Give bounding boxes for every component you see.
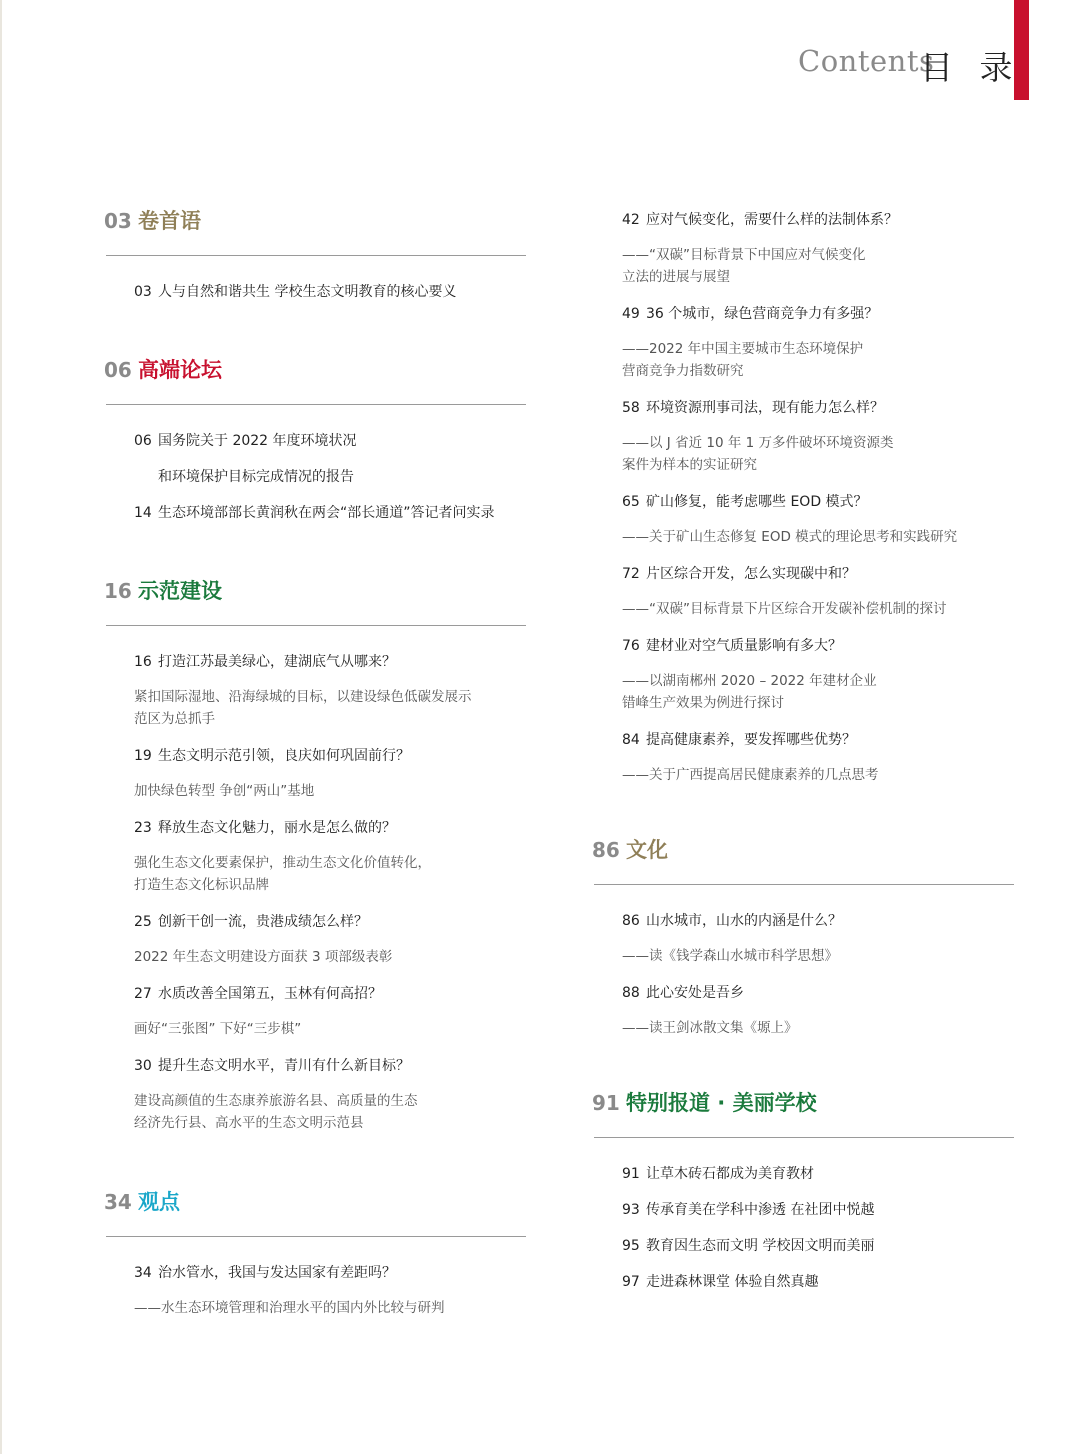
entry-title[interactable] xyxy=(134,1263,526,1283)
entry-subtitle: ——“双碳”目标背景下中国应对气候变化 xyxy=(622,247,866,263)
section-divider xyxy=(106,1236,526,1237)
entry-subtitle: ——“双碳”目标背景下片区综合开发碳补偿机制的探讨 xyxy=(622,601,947,617)
right-column xyxy=(592,210,1017,1292)
toc-section xyxy=(104,575,526,1134)
entry-title-text: 建材业对空气质量影响有多大？ xyxy=(646,638,842,654)
entry-page-number: 03 xyxy=(134,284,152,300)
section-title: 示范建设 xyxy=(138,579,222,603)
entry-title-text: 提升生态文明水平，青川有什么新目标？ xyxy=(158,1058,410,1074)
entry-title-text: 释放生态文化魅力，丽水是怎么做的？ xyxy=(158,820,396,836)
entry-subtitle-line2: 范区为总抓手 xyxy=(134,711,215,727)
toc-entry[interactable] xyxy=(134,1056,526,1134)
entry-title-text: 山水城市，山水的内涵是什么？ xyxy=(646,913,842,929)
section-header xyxy=(104,205,526,241)
toc-entry[interactable] xyxy=(134,746,526,802)
entry-title-text: 环境资源刑事司法，现有能力怎么样？ xyxy=(646,400,884,416)
entry-subtitle: ——关于广西提高居民健康素养的几点思考 xyxy=(622,767,879,783)
toc-entry[interactable] xyxy=(622,1200,1017,1220)
toc-entry[interactable] xyxy=(622,564,1017,620)
entry-subtitle: 紧扣国际湿地、沿海绿城的目标，以建设绿色低碳发展示 xyxy=(134,689,472,705)
section-number: 34 xyxy=(104,1190,132,1214)
entry-title[interactable] xyxy=(622,304,1017,324)
toc-section xyxy=(104,1186,526,1319)
section-header xyxy=(592,1087,1017,1123)
section-header xyxy=(104,1186,526,1222)
entry-subtitle: 2022 年生态文明建设方面获 3 项部级表彰 xyxy=(134,949,393,965)
entry-subtitle: 强化生态文化要素保护，推动生态文化价值转化， xyxy=(134,855,431,871)
toc-entry[interactable] xyxy=(134,984,526,1040)
entry-title[interactable] xyxy=(134,912,526,932)
section-header xyxy=(104,575,526,611)
toc-entry[interactable] xyxy=(622,1164,1017,1184)
entry-subtitle-line2: 经济先行县、高水平的生态文明示范县 xyxy=(134,1115,364,1131)
entry-list xyxy=(104,652,526,1134)
entry-title[interactable] xyxy=(622,492,1017,512)
entry-title[interactable] xyxy=(622,1272,1017,1292)
entry-title[interactable] xyxy=(622,1164,1017,1184)
entry-subtitle: ——2022 年中国主要城市生态环境保护 xyxy=(622,341,864,357)
section-number: 06 xyxy=(104,358,132,382)
entry-list xyxy=(592,1164,1017,1292)
section-divider xyxy=(106,404,526,405)
entry-title-text: 36 个城市，绿色营商竞争力有多强？ xyxy=(646,306,879,322)
entry-title[interactable] xyxy=(622,398,1017,418)
entry-subtitle: ——读王剑冰散文集《塬上》 xyxy=(622,1020,798,1036)
entry-subtitle: ——关于矿山生态修复 EOD 模式的理论思考和实践研究 xyxy=(622,529,958,545)
entry-page-number: 23 xyxy=(134,820,152,836)
toc-entry[interactable] xyxy=(134,1263,526,1319)
entry-subtitle-line2: 打造生态文化标识品牌 xyxy=(134,877,269,893)
entry-page-number: 27 xyxy=(134,986,152,1002)
toc-entry[interactable] xyxy=(134,652,526,730)
entry-title-text: 此心安处是吾乡 xyxy=(646,985,744,1001)
entry-title[interactable] xyxy=(134,818,526,838)
entry-page-number: 34 xyxy=(134,1265,152,1281)
toc-entry[interactable] xyxy=(622,983,1017,1039)
entry-list xyxy=(104,282,526,302)
contents-heading-cn: 目 录 xyxy=(920,48,1021,87)
toc-section xyxy=(104,354,526,523)
section-title: 文化 xyxy=(626,838,668,862)
entry-title[interactable] xyxy=(622,636,1017,656)
entry-title-text: 人与自然和谐共生 学校生态文明教育的核心要义 xyxy=(158,284,457,300)
entry-page-number: 91 xyxy=(622,1166,640,1182)
toc-entry[interactable] xyxy=(134,503,526,523)
section-divider xyxy=(594,1137,1014,1138)
entry-title-text: 传承育美在学科中渗透 在社团中悦越 xyxy=(646,1202,875,1218)
section-divider xyxy=(106,255,526,256)
entry-title-continued: 和环境保护目标完成情况的报告 xyxy=(158,469,354,485)
entry-subtitle: ——水生态环境管理和治理水平的国内外比较与研判 xyxy=(134,1300,445,1316)
entry-page-number: 97 xyxy=(622,1274,640,1290)
section-title: 高端论坛 xyxy=(138,358,222,382)
toc-section xyxy=(592,834,1017,1039)
toc-section xyxy=(592,1087,1017,1292)
entry-page-number: 49 xyxy=(622,306,640,322)
toc-entry[interactable] xyxy=(622,210,1017,288)
entry-title-text: 提高健康素养，要发挥哪些优势？ xyxy=(646,732,856,748)
entry-list xyxy=(104,431,526,523)
entry-title-text: 治水管水，我国与发达国家有差距吗？ xyxy=(158,1265,396,1281)
toc-entry[interactable] xyxy=(134,818,526,896)
contents-heading-en: Contents xyxy=(798,44,935,78)
section-divider xyxy=(106,625,526,626)
toc-entry[interactable] xyxy=(622,1236,1017,1256)
section-number: 03 xyxy=(104,209,132,233)
entry-title[interactable] xyxy=(134,503,526,523)
entry-title-text: 教育因生态而文明 学校因文明而美丽 xyxy=(646,1238,875,1254)
entry-page-number: 93 xyxy=(622,1202,640,1218)
section-number: 91 xyxy=(592,1091,620,1115)
section-title: 观点 xyxy=(138,1190,180,1214)
entry-title-text: 创新干创一流，贵港成绩怎么样？ xyxy=(158,914,368,930)
entry-subtitle: 建设高颜值的生态康养旅游名县、高质量的生态 xyxy=(134,1093,418,1109)
entry-subtitle: ——读《钱学森山水城市科学思想》 xyxy=(622,948,838,964)
section-title: 卷首语 xyxy=(138,209,201,233)
toc-entry[interactable] xyxy=(622,911,1017,967)
entry-title-text: 矿山修复，能考虑哪些 EOD 模式？ xyxy=(646,494,868,510)
entry-title[interactable] xyxy=(622,730,1017,750)
section-title: 特别报道 · 美丽学校 xyxy=(626,1091,817,1115)
entry-subtitle: ——以 J 省近 10 年 1 万多件破坏环境资源类 xyxy=(622,435,894,451)
entry-title-text: 让草木砖石都成为美育教材 xyxy=(646,1166,814,1182)
entry-subtitle-line2: 错峰生产效果为例进行探讨 xyxy=(622,695,784,711)
entry-page-number: 65 xyxy=(622,494,640,510)
toc-entry[interactable] xyxy=(622,398,1017,476)
section-number: 16 xyxy=(104,579,132,603)
section-header xyxy=(104,354,526,390)
entry-title[interactable] xyxy=(134,1056,526,1076)
entry-subtitle-line2: 营商竞争力指数研究 xyxy=(622,363,744,379)
toc-entry[interactable] xyxy=(622,1272,1017,1292)
entry-title[interactable] xyxy=(134,746,526,766)
entry-title[interactable] xyxy=(134,652,526,672)
entry-title[interactable] xyxy=(622,210,1017,230)
entry-list-continued xyxy=(592,210,1017,786)
section-header xyxy=(592,834,1017,870)
entry-page-number: 06 xyxy=(134,433,152,449)
entry-title[interactable] xyxy=(134,431,526,451)
entry-page-number: 25 xyxy=(134,914,152,930)
section-divider xyxy=(594,884,1014,885)
toc-entry[interactable] xyxy=(622,304,1017,382)
entry-title-text: 水质改善全国第五，玉林有何高招？ xyxy=(158,986,382,1002)
entry-subtitle: 加快绿色转型 争创“两山”基地 xyxy=(134,783,315,799)
entry-page-number: 30 xyxy=(134,1058,152,1074)
entry-page-number: 86 xyxy=(622,913,640,929)
toc-entry[interactable] xyxy=(622,730,1017,786)
section-number: 86 xyxy=(592,838,620,862)
entry-page-number: 58 xyxy=(622,400,640,416)
toc-entry[interactable] xyxy=(622,636,1017,714)
entry-title[interactable] xyxy=(622,983,1017,1003)
entry-subtitle: 画好“三张图” 下好“三步棋” xyxy=(134,1021,302,1037)
entry-title-text: 走进森林课堂 体验自然真趣 xyxy=(646,1274,819,1290)
entry-title[interactable] xyxy=(134,282,526,302)
entry-title-text: 片区综合开发，怎么实现碳中和？ xyxy=(646,566,856,582)
toc-entry[interactable] xyxy=(134,431,526,487)
entry-title-text: 打造江苏最美绿心，建湖底气从哪来？ xyxy=(158,654,396,670)
page-edge xyxy=(0,0,2,1454)
entry-title-text: 生态环境部部长黄润秋在两会“部长通道”答记者问实录 xyxy=(158,505,495,521)
entry-subtitle: ——以湖南郴州 2020 – 2022 年建材企业 xyxy=(622,673,877,689)
toc-entry[interactable] xyxy=(134,912,526,968)
entry-page-number: 16 xyxy=(134,654,152,670)
entry-page-number: 72 xyxy=(622,566,640,582)
entry-page-number: 88 xyxy=(622,985,640,1001)
entry-title[interactable] xyxy=(622,1200,1017,1220)
entry-title-text: 国务院关于 2022 年度环境状况 xyxy=(158,433,357,449)
entry-title[interactable] xyxy=(622,1236,1017,1256)
entry-page-number: 95 xyxy=(622,1238,640,1254)
entry-subtitle-line2: 立法的进展与展望 xyxy=(622,269,730,285)
entry-title[interactable] xyxy=(622,911,1017,931)
entry-page-number: 14 xyxy=(134,505,152,521)
entry-title-text: 生态文明示范引领，良庆如何巩固前行？ xyxy=(158,748,410,764)
toc-section xyxy=(104,205,526,302)
entry-list xyxy=(592,911,1017,1039)
entry-title[interactable] xyxy=(134,984,526,1004)
entry-subtitle-line2: 案件为样本的实证研究 xyxy=(622,457,757,473)
entry-list xyxy=(104,1263,526,1319)
toc-entry[interactable] xyxy=(622,492,1017,548)
entry-title-text: 应对气候变化，需要什么样的法制体系？ xyxy=(646,212,898,228)
entry-page-number: 19 xyxy=(134,748,152,764)
entry-page-number: 42 xyxy=(622,212,640,228)
entry-page-number: 84 xyxy=(622,732,640,748)
entry-title[interactable] xyxy=(622,564,1017,584)
left-column xyxy=(104,205,526,1319)
entry-page-number: 76 xyxy=(622,638,640,654)
toc-entry[interactable] xyxy=(134,282,526,302)
